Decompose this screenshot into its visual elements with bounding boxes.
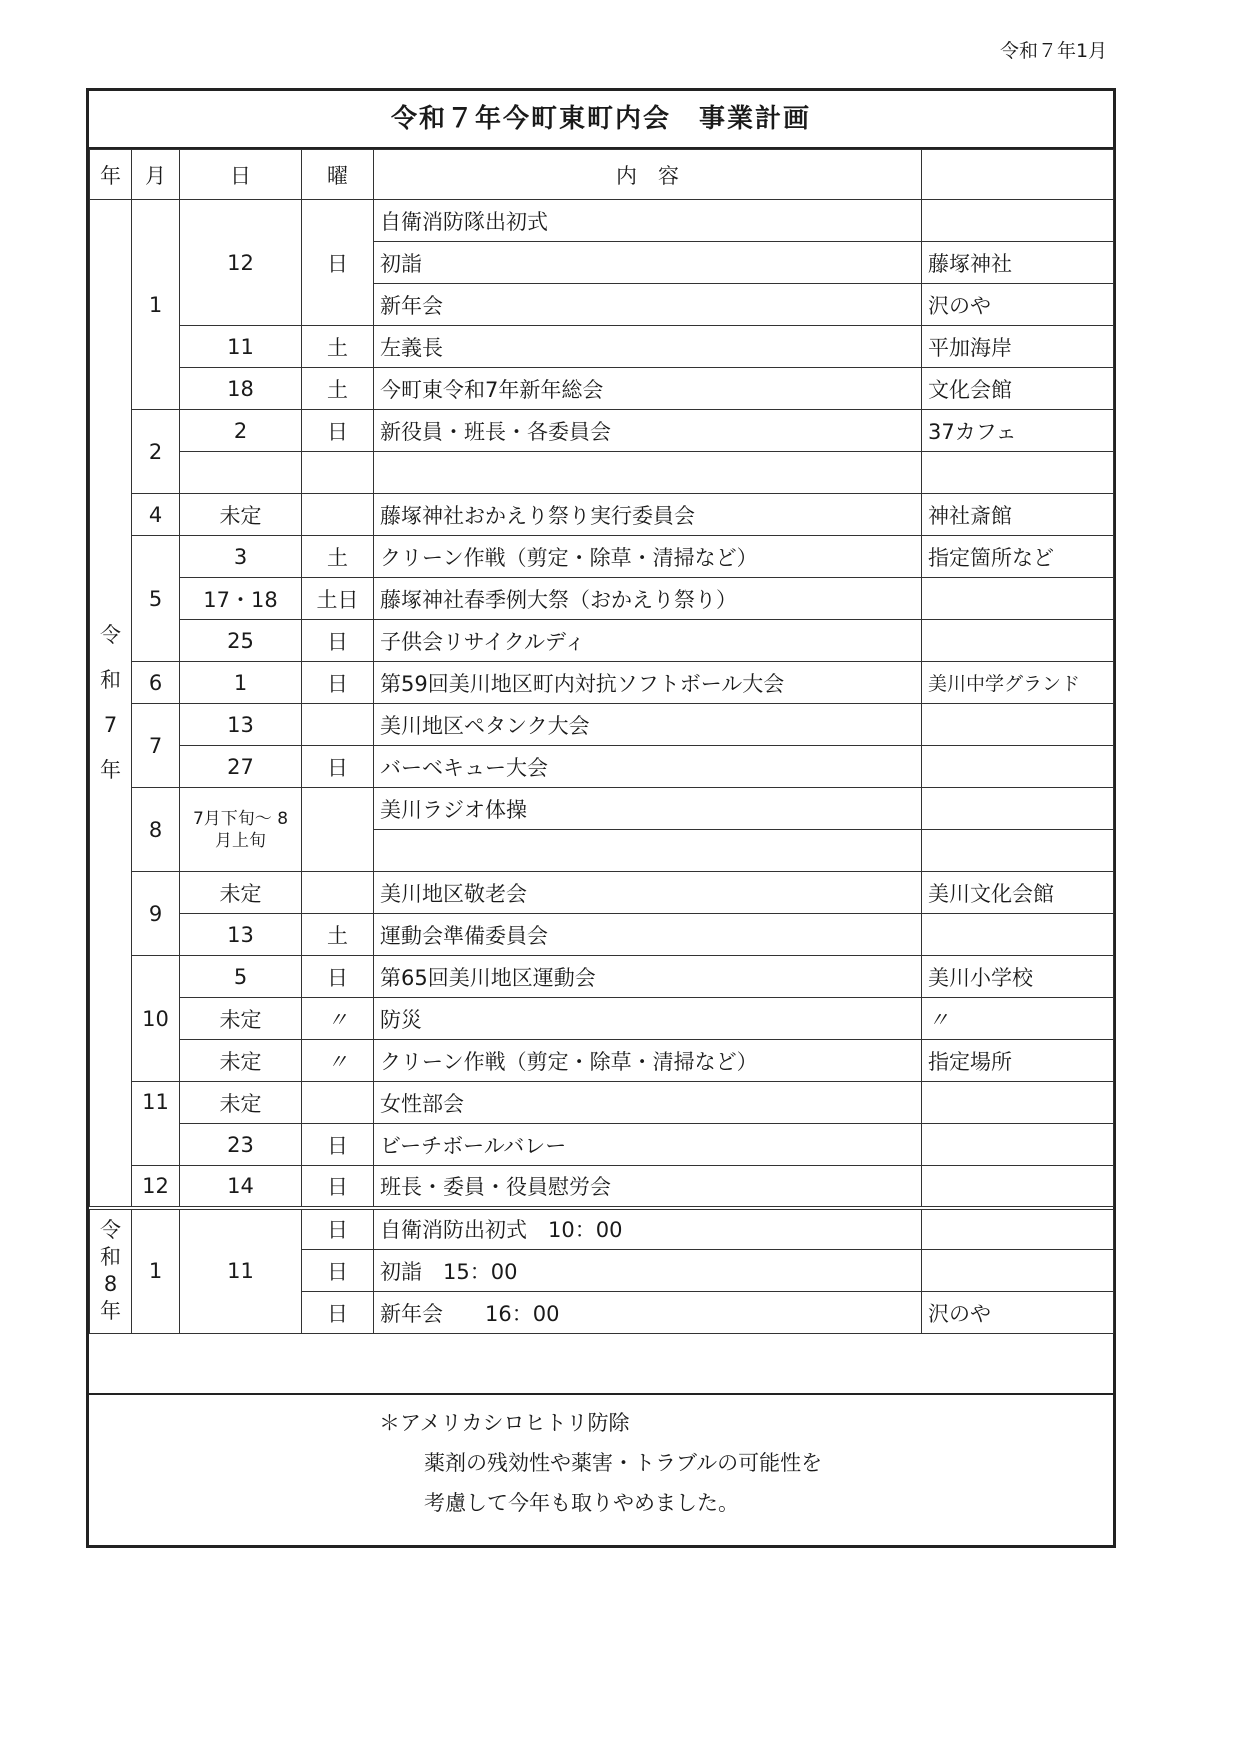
col-content: 内 容 <box>374 150 922 200</box>
day-cell: 14 <box>180 1166 302 1208</box>
day-cell: 25 <box>180 620 302 662</box>
place-cell: 美川中学グランド <box>922 662 1114 704</box>
day-cell: 13 <box>180 914 302 956</box>
place-cell <box>922 1250 1114 1292</box>
day-cell: 7月下旬～ 8月上旬 <box>180 788 302 872</box>
col-place <box>922 150 1114 200</box>
place-cell <box>922 1124 1114 1166</box>
month-cell: 1 <box>132 200 180 410</box>
weekday-cell: 日 <box>302 662 374 704</box>
content-cell: 運動会準備委員会 <box>374 914 922 956</box>
col-weekday: 曜 <box>302 150 374 200</box>
weekday-cell: 日 <box>302 620 374 662</box>
content-cell: 美川ラジオ体操 <box>374 788 922 830</box>
day-cell: 23 <box>180 1124 302 1166</box>
content-cell: 初詣 <box>374 242 922 284</box>
col-month: 月 <box>132 150 180 200</box>
day-cell: 未定 <box>180 998 302 1040</box>
place-cell: 沢のや <box>922 1292 1114 1334</box>
content-cell: クリーン作戦（剪定・除草・清掃など） <box>374 1040 922 1082</box>
weekday-cell: 〃 <box>302 998 374 1040</box>
weekday-cell <box>302 1082 374 1124</box>
content-cell: 藤塚神社おかえり祭り実行委員会 <box>374 494 922 536</box>
table-row <box>90 914 1114 956</box>
place-cell: 美川文化会館 <box>922 872 1114 914</box>
content-cell: ビーチボールバレー <box>374 1124 922 1166</box>
weekday-cell: 日 <box>302 1166 374 1208</box>
issue-date: 令和７年1月 <box>1000 40 1108 62</box>
day-cell: 27 <box>180 746 302 788</box>
weekday-cell: 日 <box>302 746 374 788</box>
content-cell: 防災 <box>374 998 922 1040</box>
content-cell <box>374 830 922 872</box>
day-cell: 1 <box>180 662 302 704</box>
weekday-cell: 土 <box>302 914 374 956</box>
place-cell: 文化会館 <box>922 368 1114 410</box>
place-cell <box>922 914 1114 956</box>
weekday-cell: 日 <box>302 410 374 452</box>
day-cell: 2 <box>180 410 302 452</box>
place-cell <box>922 830 1114 872</box>
month-cell: 6 <box>132 662 180 704</box>
day-cell: 11 <box>180 1208 302 1334</box>
table-row <box>90 746 1114 788</box>
day-cell: 未定 <box>180 1040 302 1082</box>
table-row <box>90 494 1114 536</box>
weekday-cell: 土 <box>302 536 374 578</box>
place-cell <box>922 746 1114 788</box>
col-year: 年 <box>90 150 132 200</box>
content-cell: 新役員・班長・各委員会 <box>374 410 922 452</box>
content-cell: 自衛消防出初式 10：00 <box>374 1208 922 1250</box>
content-cell: 第59回美川地区町内対抗ソフトボール大会 <box>374 662 922 704</box>
content-cell: 美川地区ペタンク大会 <box>374 704 922 746</box>
weekday-cell <box>302 788 374 872</box>
month-cell: 11 <box>132 1082 180 1166</box>
place-cell: 美川小学校 <box>922 956 1114 998</box>
table-row <box>90 452 1114 494</box>
place-cell: 〃 <box>922 998 1114 1040</box>
table-row <box>90 872 1114 914</box>
month-cell: 8 <box>132 788 180 872</box>
day-cell: 未定 <box>180 494 302 536</box>
footnote-line: 薬剤の残効性や薬害・トラブルの可能性を <box>424 1451 823 1475</box>
weekday-cell: 土日 <box>302 578 374 620</box>
content-cell: バーベキュー大会 <box>374 746 922 788</box>
place-cell <box>922 1208 1114 1250</box>
plan-sheet <box>86 88 1116 1548</box>
place-cell <box>922 1082 1114 1124</box>
weekday-cell <box>302 704 374 746</box>
table-row <box>90 410 1114 452</box>
table-row <box>90 326 1114 368</box>
content-cell: 藤塚神社春季例大祭（おかえり祭り） <box>374 578 922 620</box>
weekday-cell <box>302 452 374 494</box>
place-cell: 指定箇所など <box>922 536 1114 578</box>
table-row <box>90 368 1114 410</box>
content-cell: 新年会 16：00 <box>374 1292 922 1334</box>
day-cell: 13 <box>180 704 302 746</box>
table-row <box>90 662 1114 704</box>
table-row <box>90 1208 1114 1250</box>
table-row <box>90 1082 1114 1124</box>
content-cell: 今町東令和7年新年総会 <box>374 368 922 410</box>
month-cell: 4 <box>132 494 180 536</box>
footnote-line: 考慮して今年も取りやめました。 <box>424 1491 739 1515</box>
content-cell: 美川地区敬老会 <box>374 872 922 914</box>
day-cell <box>180 452 302 494</box>
weekday-cell: 日 <box>302 1292 374 1334</box>
content-cell: 初詣 15：00 <box>374 1250 922 1292</box>
weekday-cell <box>302 494 374 536</box>
content-cell <box>374 452 922 494</box>
content-cell: 左義長 <box>374 326 922 368</box>
table-row <box>90 536 1114 578</box>
table-row <box>90 620 1114 662</box>
weekday-cell: 〃 <box>302 1040 374 1082</box>
place-cell <box>922 452 1114 494</box>
place-cell: 藤塚神社 <box>922 242 1114 284</box>
table-row <box>90 1040 1114 1082</box>
footnote <box>89 1393 1113 1545</box>
place-cell: 沢のや <box>922 284 1114 326</box>
month-cell: 7 <box>132 704 180 788</box>
col-day: 日 <box>180 150 302 200</box>
weekday-cell: 土 <box>302 326 374 368</box>
place-cell <box>922 578 1114 620</box>
table-row <box>90 704 1114 746</box>
weekday-cell <box>302 872 374 914</box>
month-cell: 10 <box>132 956 180 1082</box>
table-row <box>90 578 1114 620</box>
weekday-cell: 日 <box>302 1208 374 1250</box>
table-row <box>90 200 1114 242</box>
content-cell: 班長・委員・役員慰労会 <box>374 1166 922 1208</box>
month-cell: 9 <box>132 872 180 956</box>
place-cell <box>922 704 1114 746</box>
day-cell: 5 <box>180 956 302 998</box>
weekday-cell: 日 <box>302 956 374 998</box>
page-title: 令和７年今町東町内会 事業計画 <box>89 91 1113 149</box>
content-cell: 新年会 <box>374 284 922 326</box>
place-cell <box>922 620 1114 662</box>
month-cell: 5 <box>132 536 180 662</box>
place-cell: 37カフェ <box>922 410 1114 452</box>
weekday-cell: 日 <box>302 1124 374 1166</box>
weekday-cell: 日 <box>302 1250 374 1292</box>
schedule-table <box>89 149 1114 1334</box>
day-cell: 18 <box>180 368 302 410</box>
month-cell: 12 <box>132 1166 180 1208</box>
footnote-heading: ＊アメリカシロヒトリ防除 <box>379 1411 630 1435</box>
day-cell: 未定 <box>180 1082 302 1124</box>
weekday-cell: 土 <box>302 368 374 410</box>
table-row <box>90 998 1114 1040</box>
day-cell: 17・18 <box>180 578 302 620</box>
content-cell: クリーン作戦（剪定・除草・清掃など） <box>374 536 922 578</box>
content-cell: 子供会リサイクルディ <box>374 620 922 662</box>
content-cell: 女性部会 <box>374 1082 922 1124</box>
day-cell: 3 <box>180 536 302 578</box>
place-cell <box>922 788 1114 830</box>
year-cell-r7: 令 和 7 年 <box>90 200 132 1208</box>
day-cell: 11 <box>180 326 302 368</box>
day-cell: 12 <box>180 200 302 326</box>
month-cell: 2 <box>132 410 180 494</box>
place-cell <box>922 1166 1114 1208</box>
table-header <box>90 150 1114 200</box>
table-row <box>90 956 1114 998</box>
table-row <box>90 1166 1114 1208</box>
place-cell: 神社斎館 <box>922 494 1114 536</box>
month-cell: 1 <box>132 1208 180 1334</box>
place-cell: 指定場所 <box>922 1040 1114 1082</box>
day-cell: 未定 <box>180 872 302 914</box>
place-cell <box>922 200 1114 242</box>
year-cell-r8: 令 和 8 年 <box>90 1208 132 1334</box>
content-cell: 第65回美川地区運動会 <box>374 956 922 998</box>
place-cell: 平加海岸 <box>922 326 1114 368</box>
table-row <box>90 1124 1114 1166</box>
weekday-cell: 日 <box>302 200 374 326</box>
table-row <box>90 788 1114 830</box>
content-cell: 自衛消防隊出初式 <box>374 200 922 242</box>
